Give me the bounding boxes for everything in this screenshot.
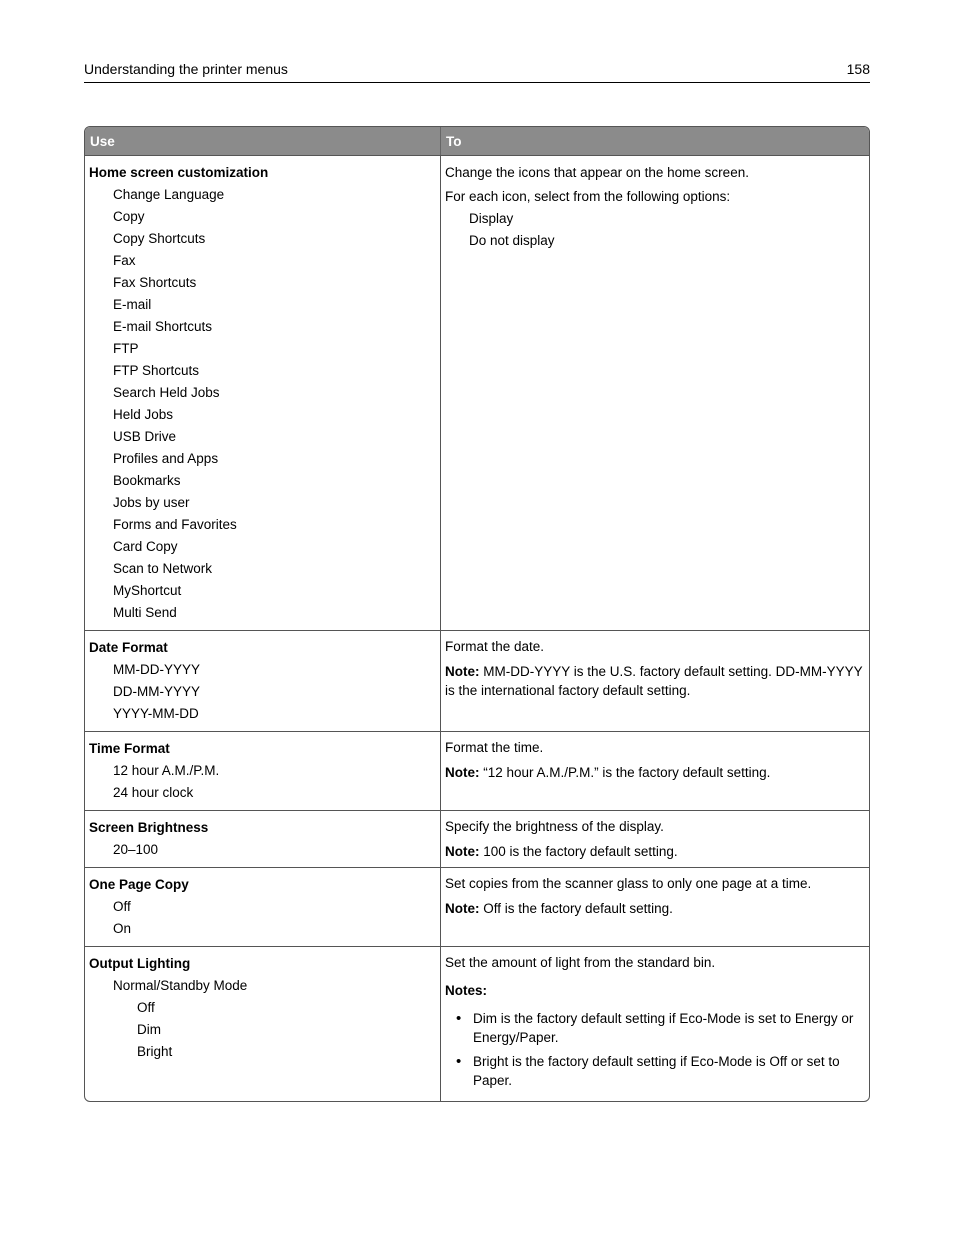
setting-cell [85,155,441,630]
option-item: Off [137,1000,155,1015]
option-item: E-mail [113,297,152,312]
note-text [445,842,865,861]
description-text: Specify the brightness of the display. [445,819,664,834]
option-item: FTP Shortcuts [113,363,200,378]
option-item: Copy Shortcuts [113,231,206,246]
column-header-to: To [441,127,869,155]
description-cell [441,946,869,1101]
setting-name: Home screen customization [89,165,269,180]
column-header-use: Use [85,127,441,155]
option-item: 24 hour clock [113,785,194,800]
option-item: Fax Shortcuts [113,275,197,290]
option-item: Profiles and Apps [113,451,219,466]
setting-cell [85,946,441,1101]
note-text [445,899,865,918]
option-item: DD-MM-YYYY [113,684,200,699]
setting-cell [85,810,441,867]
setting-cell [85,630,441,731]
option-item: Multi Send [113,605,177,620]
option-item: FTP [113,341,139,356]
option-item: MyShortcut [113,583,182,598]
description-cell [441,867,869,946]
table-row [85,867,869,946]
list-item: • Dim is the factory default setting if Eco-Mode is set to Energy or Energy/Paper. [445,1009,865,1047]
description-cell [441,155,869,630]
option-item: Bookmarks [113,473,181,488]
description-cell [441,810,869,867]
option-item: On [113,921,132,936]
option-item: USB Drive [113,429,177,444]
description-cell [441,630,869,731]
list-item: • Bright is the factory default setting if Eco-Mode is Off or set to Paper. [445,1052,865,1090]
table-row [85,810,869,867]
description-text: Change the icons that appear on the home screen. [445,165,749,180]
option-item: YYYY-MM-DD [113,706,199,721]
option-item: Dim [137,1022,161,1037]
note-text [445,763,865,782]
option-item: Search Held Jobs [113,385,220,400]
sub-option: Display [469,211,514,226]
option-item: Forms and Favorites [113,517,237,532]
notes-list [445,1009,865,1090]
setting-name: Date Format [89,640,168,655]
option-item: E-mail Shortcuts [113,319,213,334]
description-text: For each icon, select from the following options: [445,189,731,204]
setting-cell [85,731,441,810]
note-label: Note: [445,765,480,780]
section-title: Understanding the printer menus [84,61,288,77]
table-row [85,155,869,630]
setting-name: Output Lighting [89,956,191,971]
description-text: Set the amount of light from the standard bin. [445,955,716,970]
option-item: Card Copy [113,539,178,554]
table-header-row [85,127,869,155]
note-body: 100 is the factory default setting. [483,844,678,859]
option-group: Normal/Standby Mode [113,978,248,993]
option-item: Fax [113,253,136,268]
table-row [85,946,869,1101]
option-item: Off [113,899,131,914]
description-cell [441,731,869,810]
option-item: Change Language [113,187,225,202]
option-item: Bright [137,1044,173,1059]
note-label: Note: [445,844,480,859]
option-item: Scan to Network [113,561,213,576]
page-number: 158 [846,61,870,77]
option-item: 12 hour A.M./P.M. [113,763,220,778]
setting-name: One Page Copy [89,877,189,892]
page-header [84,60,870,83]
description-text: Format the time. [445,740,544,755]
note-text [445,662,865,700]
note-label: Note: [445,901,480,916]
table-row [85,731,869,810]
note-body: MM-DD-YYYY is the U.S. factory default setting. DD-MM-YYYY is the international factory default setting. [445,664,863,698]
option-item: MM-DD-YYYY [113,662,200,677]
description-text: Set copies from the scanner glass to only one page at a time. [445,876,812,891]
setting-name: Screen Brightness [89,820,209,835]
setting-name: Time Format [89,741,170,756]
option-item: Jobs by user [113,495,190,510]
setting-cell [85,867,441,946]
note-body: Off is the factory default setting. [483,901,673,916]
description-text: Format the date. [445,639,545,654]
note-body: “12 hour A.M./P.M.” is the factory default setting. [483,765,771,780]
notes-label: Notes: [445,983,488,998]
option-item: Copy [113,209,145,224]
sub-option: Do not display [469,233,555,248]
menu-table [84,126,870,1102]
option-item: 20–100 [113,842,159,857]
option-item: Held Jobs [113,407,174,422]
note-label: Note: [445,664,480,679]
table-row [85,630,869,731]
